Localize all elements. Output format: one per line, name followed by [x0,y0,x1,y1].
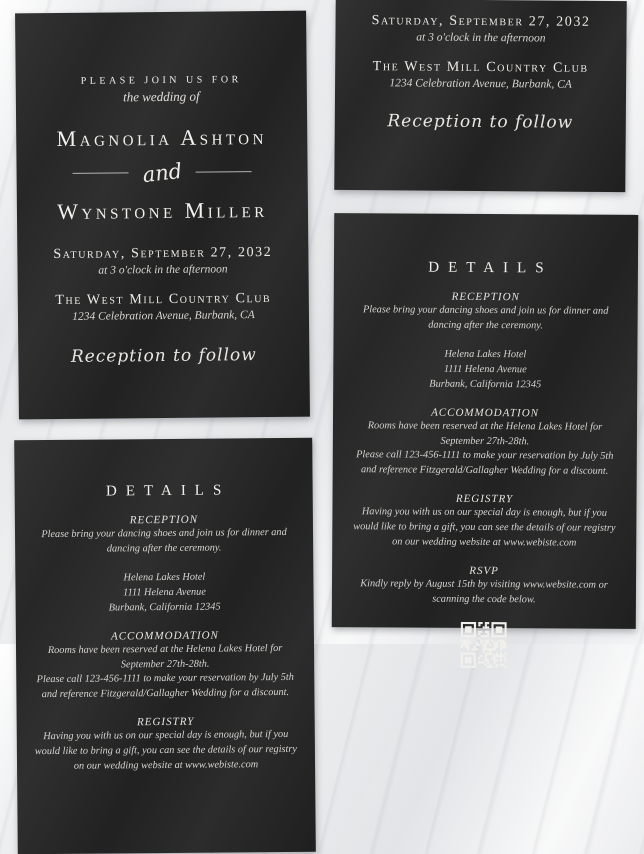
section-heading: REGISTRY [136,716,195,729]
section-body: Helena Lakes Hotel 1111 Helena Avenue Burbank, California 12345 [429,348,542,391]
section-body: Having you with us on our special day is enough, but if you would like to bring a gift, you can see the details of our registry on our wedding website at www.webiste.com [353,506,616,549]
details-section-accommodation [345,406,625,480]
details-section-reception [25,513,303,558]
invitation-back-card [334,0,626,192]
event-venue: The West Mill Country Club [55,290,272,308]
qr-code [460,622,506,668]
section-heading: REGISTRY [455,493,514,506]
details-section-registry [344,492,624,551]
section-body: Helena Lakes Hotel 1111 Helena Avenue Burbank, California 12345 [108,571,221,614]
details-section-hotel-address [345,347,625,393]
section-body: Rooms have been reserved at the Helena Lakes Hotel for September 27th-28th. Please call 123-456-1111 to make your reservation by July 5th and reference Fitzgerald/Gallagher Wedding for a discount. [356,419,614,478]
details-card-left [14,438,316,854]
section-heading: RECEPTION [129,513,199,527]
event-date: Saturday, September 27, 2032 [53,244,273,262]
section-heading: RECEPTION [451,290,520,304]
details-title: DETAILS [428,259,553,277]
section-body: Kindly reply by August 15th by visiting www.website.com or scanning the code below. [360,578,608,606]
details-card-right [332,213,639,629]
invitation-front-card [15,11,310,420]
section-body: Having you with us on our special day is enough, but if you would like to bring a gift, you can see the details of our registry on our wedding website at www.webiste.com [34,729,298,772]
section-body: Please bring your dancing shoes and join us for dinner and dancing after the ceremony. [41,526,287,555]
event-venue: The West Mill Country Club [372,59,589,76]
section-heading: ACCOMMODATION [431,406,540,419]
groom-name: Wynstone Miller [57,196,268,224]
and-separator [72,160,252,186]
event-address: 1234 Celebration Avenue, Burbank, CA [72,308,255,323]
intro-subline: the wedding of [123,88,200,104]
details-section-reception [346,290,626,335]
section-body: Please bring your dancing shoes and join us for dinner and dancing after the ceremony. [362,304,609,332]
details-section-hotel-address [25,570,303,617]
reception-note: Reception to follow [387,111,574,133]
details-section-rsvp [344,564,624,609]
details-section-accommodation [26,628,305,703]
reception-note: Reception to follow [70,344,257,367]
qr-code-wrap [343,621,623,669]
and-script: and [141,158,184,187]
event-time: at 3 o'clock in the afternoon [416,31,546,45]
details-section-registry [27,715,305,775]
event-time: at 3 o'clock in the afternoon [98,262,228,277]
section-body: Rooms have been reserved at the Helena Lakes Hotel for September 27th-28th. Please call 123-456-1111 to make your reservation by July 5th and reference Fitzgerald/Gallagher Wedding for a discount. [36,642,294,701]
intro-line: PLEASE JOIN US FOR [80,73,242,87]
section-heading: ACCOMMODATION [110,629,219,643]
separator-line-left [72,172,128,174]
event-date: Saturday, September 27, 2032 [371,13,591,30]
event-address: 1234 Celebration Avenue, Burbank, CA [389,77,572,91]
separator-line-right [196,171,252,173]
details-title: DETAILS [105,482,231,500]
section-heading: RSVP [469,564,499,578]
bride-name: Magnolia Ashton [56,123,268,151]
